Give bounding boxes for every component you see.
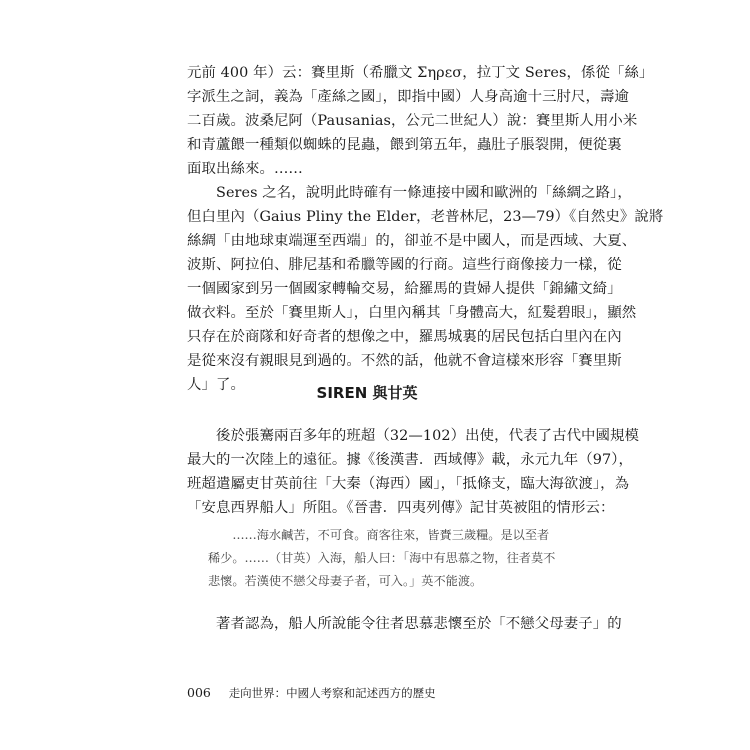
text-line: 是從來沒有親眼見到過的。不然的話，他就不會這樣來形容「賽里斯 [187, 353, 622, 369]
text-line: 做衣料。至於「賽里斯人」，白里內稱其「身體高大，紅髮碧眼」，顯然 [187, 305, 637, 321]
text-line: 面取出絲來。…… [187, 161, 303, 177]
text-line: 和青蘆餵一種類似蜘蛛的昆蟲，餵到第五年，蟲肚子脹裂開，便從裏 [187, 137, 622, 153]
section-heading: SIREN 與甘英 [316, 384, 418, 402]
text-line: 一個國家到另一個國家轉輪交易，給羅馬的貴婦人提供「錦繡文綺」 [187, 281, 622, 297]
text-line: 後於張騫兩百多年的班超（32—102）出使，代表了古代中國規模 [187, 428, 640, 444]
text-line: 著者認為，船人所說能令往者思慕悲懷至於「不戀父母妻子」的 [187, 616, 622, 632]
paragraph-2 [187, 181, 664, 397]
text-line: 元前 400 年）云：賽里斯（希臘文 Σηρεσ，拉丁文 Seres，係從「絲」 [187, 65, 654, 81]
page-number: 006 [187, 685, 211, 700]
paragraph-3 [187, 424, 640, 520]
paragraph-1 [187, 61, 654, 181]
text-line: 絲綢「由地球東端運至西端」的，卻並不是中國人，而是西域、大夏、 [187, 233, 637, 249]
text-line: 字派生之詞，義為「產絲之國」，即指中國）人身高逾十三肘尺，壽逾 [187, 89, 630, 105]
text-line: 最大的一次陸上的遠征。據《後漢書．西域傳》載，永元九年（97）， [187, 452, 634, 468]
block-quote [208, 524, 556, 593]
text-line: 二百歲。波桑尼阿（Pausanias，公元二世紀人）說：賽里斯人用小米 [187, 113, 638, 129]
text-line: 人」了。 [187, 377, 245, 393]
text-line: 班超遣屬吏甘英前往「大秦（海西）國」，「抵條支，臨大海欲渡」，為 [187, 476, 630, 492]
text-line: 但白里內（Gaius Pliny the Elder，老普林尼，23—79）《自然史》說將 [187, 209, 664, 225]
text-line: 「安息西界船人」所阻。《晉書．四夷列傳》記甘英被阻的情形云： [187, 500, 615, 516]
page-footer [187, 685, 436, 701]
text-line: 只存在於商隊和好奇者的想像之中，羅馬城裏的居民包括白里內在內 [187, 329, 622, 345]
paragraph-4 [187, 612, 622, 636]
text-line: 波斯、阿拉伯、腓尼基和希臘等國的行商。這些行商像接力一樣，從 [187, 257, 622, 273]
quote-line: 悲懷。若漢使不戀父母妻子者，可入。」英不能渡。 [208, 574, 483, 588]
text-line: Seres 之名，說明此時確有一條連接中國和歐洲的「絲綢之路」， [187, 185, 632, 201]
quote-line: 稀少。……（甘英）入海，船人曰：「海中有思慕之物，往者莫不 [208, 551, 556, 565]
quote-line: ……海水鹹苦，不可食。商客往來，皆賚三歲糧。是以至者 [208, 528, 550, 542]
running-title: 走向世界：中國人考察和記述西方的歷史 [228, 686, 436, 700]
